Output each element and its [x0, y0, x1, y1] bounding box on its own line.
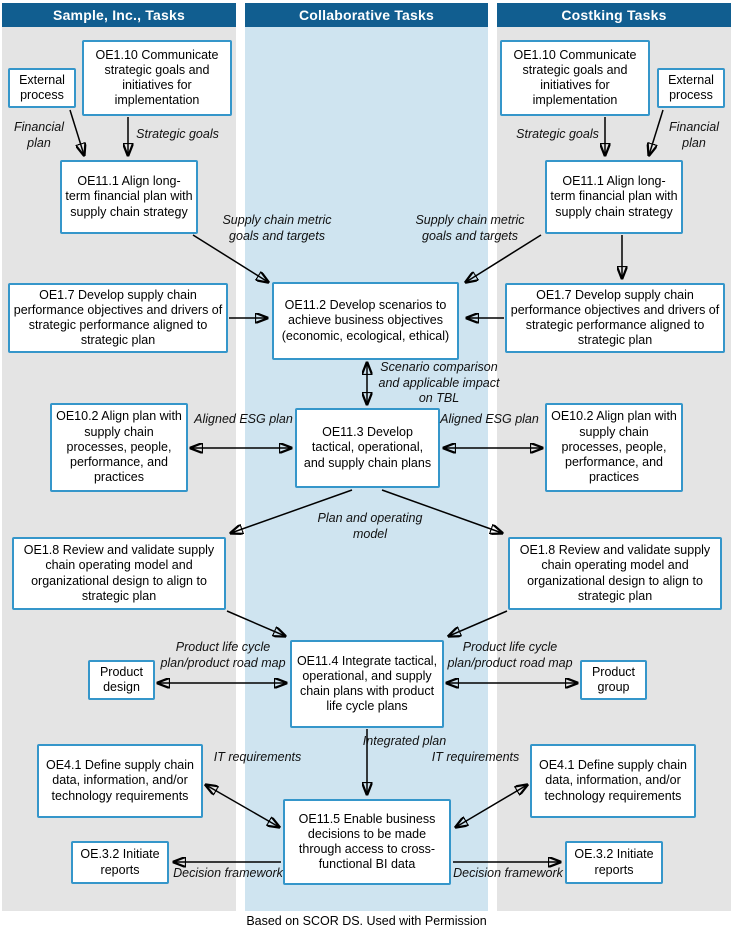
task-box-external-process-right: External process — [657, 68, 725, 108]
task-box-oe10-2-left: OE10.2 Align plan with supply chain processes, people, performance, and practices — [50, 403, 188, 492]
task-box-oe4-1-left: OE4.1 Define supply chain data, information, and/or technology requirements — [37, 744, 203, 818]
task-box-oe11-3: OE11.3 Develop tactical, operational, and supply chain plans — [295, 408, 440, 488]
flow-label-scenario-comparison: Scenario comparison and applicable impact on TBL — [378, 360, 500, 406]
flow-label-plan-operating-model: Plan and operating model — [317, 511, 423, 541]
task-box-oe3-2-right: OE.3.2 Initiate reports — [565, 841, 663, 884]
flow-label-decision-framework-right: Decision framework — [453, 866, 563, 880]
flow-label-financial-plan-right: Financial plan — [668, 120, 720, 150]
task-box-oe1-8-left: OE1.8 Review and validate supply chain operating model and organizational design to align to strategic plan — [12, 537, 226, 610]
flow-label-financial-plan-left: Financial plan — [13, 120, 65, 150]
flow-label-integrated-plan: Integrated plan — [362, 734, 447, 748]
flow-label-decision-framework-left: Decision framework — [173, 866, 283, 880]
task-box-oe11-1-left: OE11.1 Align long-term financial plan with supply chain strategy — [60, 160, 198, 234]
flow-label-aligned-esg-right: Aligned ESG plan — [440, 412, 539, 426]
task-box-oe1-10-left: OE1.10 Communicate strategic goals and initiatives for implementation — [82, 40, 232, 116]
flow-label-strategic-goals-left: Strategic goals — [136, 127, 219, 141]
flow-label-product-life-cycle-left: Product life cycle plan/product road map — [160, 640, 286, 670]
lane-header-costking: Costking Tasks — [497, 3, 731, 27]
task-box-external-process-left: External process — [8, 68, 76, 108]
task-box-product-group: Product group — [580, 660, 647, 700]
task-box-oe3-2-left: OE.3.2 Initiate reports — [71, 841, 169, 884]
flow-label-it-requirements-left: IT requirements — [213, 750, 302, 764]
task-box-oe11-5: OE11.5 Enable business decisions to be made through access to cross-functional BI data — [283, 799, 451, 885]
task-box-oe11-4: OE11.4 Integrate tactical, operational, and supply chain plans with product life cycle plans — [290, 640, 444, 728]
flow-label-aligned-esg-left: Aligned ESG plan — [194, 412, 293, 426]
flow-label-metric-goals-left: Supply chain metric goals and targets — [222, 213, 332, 243]
flow-label-product-life-cycle-right: Product life cycle plan/product road map — [447, 640, 573, 670]
flow-label-strategic-goals-right: Strategic goals — [516, 127, 599, 141]
task-box-oe1-7-right: OE1.7 Develop supply chain performance objectives and drivers of strategic performance aligned to strategic plan — [505, 283, 725, 353]
flow-label-metric-goals-right: Supply chain metric goals and targets — [415, 213, 525, 243]
task-box-oe11-2: OE11.2 Develop scenarios to achieve business objectives (economic, ecological, ethical) — [272, 282, 459, 360]
task-box-oe1-7-left: OE1.7 Develop supply chain performance objectives and drivers of strategic performance aligned to strategic plan — [8, 283, 228, 353]
task-box-product-design: Product design — [88, 660, 155, 700]
task-box-oe10-2-right: OE10.2 Align plan with supply chain processes, people, performance, and practices — [545, 403, 683, 492]
attribution-text: Based on SCOR DS. Used with Permission — [246, 914, 487, 928]
lane-header-sample: Sample, Inc., Tasks — [2, 3, 236, 27]
task-box-oe1-10-right: OE1.10 Communicate strategic goals and initiatives for implementation — [500, 40, 650, 116]
task-box-oe11-1-right: OE11.1 Align long-term financial plan with supply chain strategy — [545, 160, 683, 234]
task-box-oe4-1-right: OE4.1 Define supply chain data, information, and/or technology requirements — [530, 744, 696, 818]
task-box-oe1-8-right: OE1.8 Review and validate supply chain operating model and organizational design to align to strategic plan — [508, 537, 722, 610]
lane-header-collaborative: Collaborative Tasks — [245, 3, 488, 27]
flow-label-it-requirements-right: IT requirements — [431, 750, 520, 764]
